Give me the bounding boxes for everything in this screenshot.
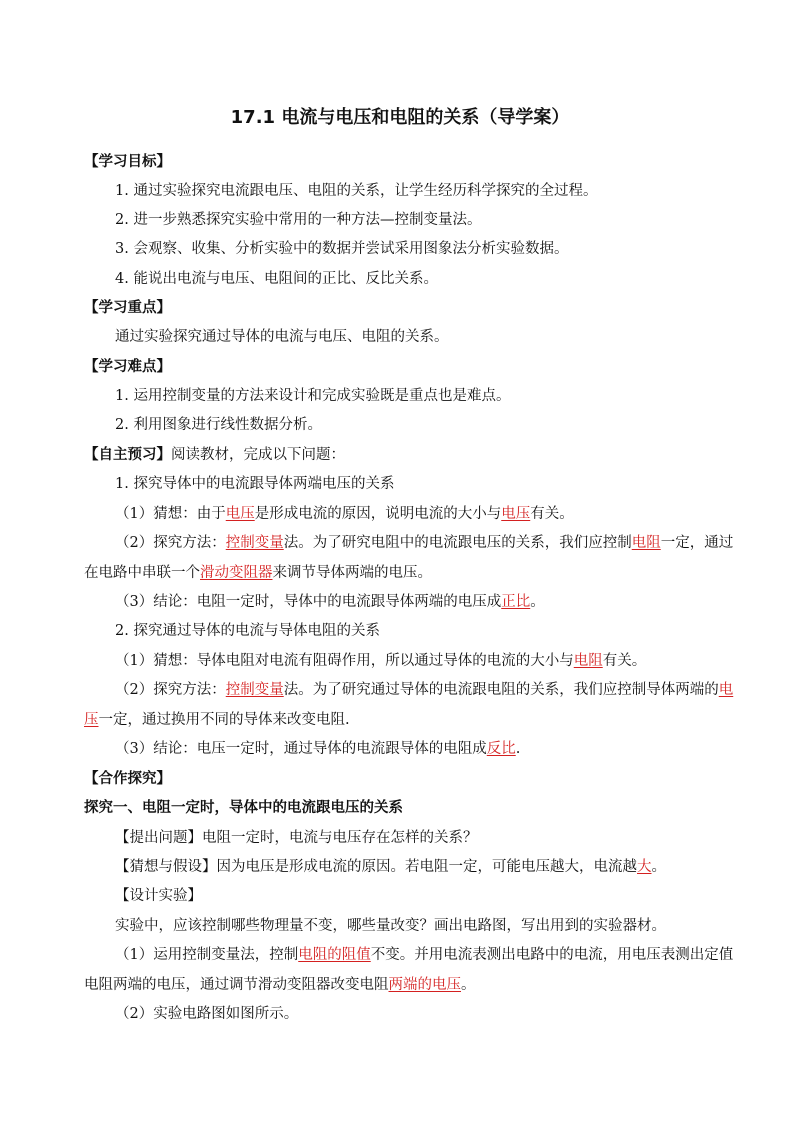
answer-blank: 大 <box>637 859 652 875</box>
text-run: （2）探究方法： <box>115 535 226 551</box>
design-heading: 【设计实验】 <box>115 888 202 904</box>
part2-conclusion <box>115 739 520 759</box>
text-run: 。 <box>530 594 545 610</box>
objective-item: 4. 能说出电流与电压、电阻间的正比、反比关系。 <box>115 271 438 287</box>
answer-blank: 正比 <box>501 594 531 610</box>
key-points-heading: 【学习重点】 <box>84 300 171 316</box>
answer-blank: 反比 <box>486 741 516 757</box>
page-title: 17.1 电流与电压和电阻的关系（导学案） <box>230 107 570 128</box>
step2-line: （2）实验电路图如图所示。 <box>115 1006 299 1022</box>
answer-blank: 压 <box>84 712 99 728</box>
answer-blank: 电阻 <box>631 535 661 551</box>
objective-item: 1. 通过实验探究电流跟电压、电阻的关系，让学生经历科学探究的全过程。 <box>115 183 598 199</box>
text-run: 法。为了研究通过导体的电流跟电阻的关系，我们应控制导体两端的 <box>283 682 719 698</box>
preview-part2-title: 2. 探究通过导体的电流与导体电阻的关系 <box>115 623 380 639</box>
answer-blank: 滑动变阻器 <box>200 565 273 581</box>
text-run: 有关。 <box>530 506 574 522</box>
text-run: 一定，通过 <box>660 535 734 551</box>
text-run: . <box>515 741 521 757</box>
answer-blank: 两端的电压 <box>388 977 461 993</box>
answer-blank: 电压 <box>225 506 255 522</box>
preview-heading: 【自主预习】 <box>84 447 171 463</box>
objective-item: 2. 进一步熟悉探究实验中常用的一种方法—控制变量法。 <box>115 212 482 228</box>
preview-intro: 阅读教材，完成以下问题： <box>171 447 345 463</box>
text-run: 来调节导体两端的电压。 <box>272 565 432 581</box>
text-run: 电阻两端的电压，通过调节滑动变阻器改变电阻 <box>84 977 389 993</box>
text-run: 【猜想与假设】因为电压是形成电流的原因。若电阻一定，可能电压越大，电流越 <box>115 859 637 875</box>
answer-blank: 控制变量 <box>225 535 284 551</box>
part2-guess <box>115 651 646 671</box>
text-run: 有关。 <box>602 653 647 669</box>
text-run: 不变。并用电流表测出电路中的电流，用电压表测出定值 <box>370 947 734 963</box>
text-run: 一定，通过换用不同的导体来改变电阻. <box>98 712 350 728</box>
step1-cont-line <box>84 975 476 995</box>
part1-method-cont <box>84 563 432 583</box>
answer-blank: 电 <box>718 682 734 698</box>
text-run: （1）猜想：由于 <box>115 506 226 522</box>
answer-blank: 控制变量 <box>225 682 284 698</box>
hypothesis-line <box>115 857 666 877</box>
step1-line <box>115 945 733 965</box>
part1-guess <box>115 504 574 524</box>
preview-part1-title: 1. 探究导体中的电流跟导体两端电压的关系 <box>115 476 395 492</box>
question-line: 【提出问题】电阻一定时，电流与电压存在怎样的关系？ <box>115 830 478 846</box>
text-run: 。 <box>461 977 476 993</box>
part2-method <box>115 680 733 700</box>
text-run: （3）结论：电阻一定时，导体中的电流跟导体两端的电压成 <box>115 594 502 610</box>
text-run: （1）运用控制变量法，控制 <box>115 947 299 963</box>
objective-item: 3. 会观察、收集、分析实验中的数据并尝试采用图象法分析实验数据。 <box>115 241 569 257</box>
difficulties-heading: 【学习难点】 <box>84 359 171 375</box>
answer-blank: 电压 <box>501 506 531 522</box>
part2-method-cont <box>84 710 350 730</box>
answer-blank: 电阻的阻值 <box>298 947 371 963</box>
cooperate-heading: 【合作探究】 <box>84 771 171 787</box>
text-run: 是形成电流的原因，说明电流的大小与 <box>254 506 502 522</box>
difficulty-item: 2. 利用图象进行线性数据分析。 <box>115 417 322 433</box>
key-points-text: 通过实验探究通过导体的电流与电压、电阻的关系。 <box>115 329 449 345</box>
text-run: （2）探究方法： <box>115 682 226 698</box>
text-run: 在电路中串联一个 <box>84 565 200 581</box>
difficulty-item: 1. 运用控制变量的方法来设计和完成实验既是重点也是难点。 <box>115 388 511 404</box>
text-run: （1）猜想：导体电阻对电流有阻碍作用，所以通过导体的电流的大小与 <box>115 653 574 669</box>
answer-blank: 电阻 <box>573 653 603 669</box>
cooperate-subheading: 探究一、电阻一定时，导体中的电流跟电压的关系 <box>84 800 403 816</box>
text-run: 法。为了研究电阻中的电流跟电压的关系，我们应控制 <box>283 535 632 551</box>
preview-line <box>84 445 345 465</box>
part1-method <box>115 533 733 553</box>
objectives-heading: 【学习目标】 <box>84 154 171 170</box>
design-prompt: 实验中，应该控制哪些物理量不变，哪些量改变？画出电路图，写出用到的实验器材。 <box>115 918 666 934</box>
text-run: 。 <box>651 859 666 875</box>
text-run: （3）结论：电压一定时，通过导体的电流跟导体的电阻成 <box>115 741 487 757</box>
part1-conclusion <box>115 592 545 612</box>
